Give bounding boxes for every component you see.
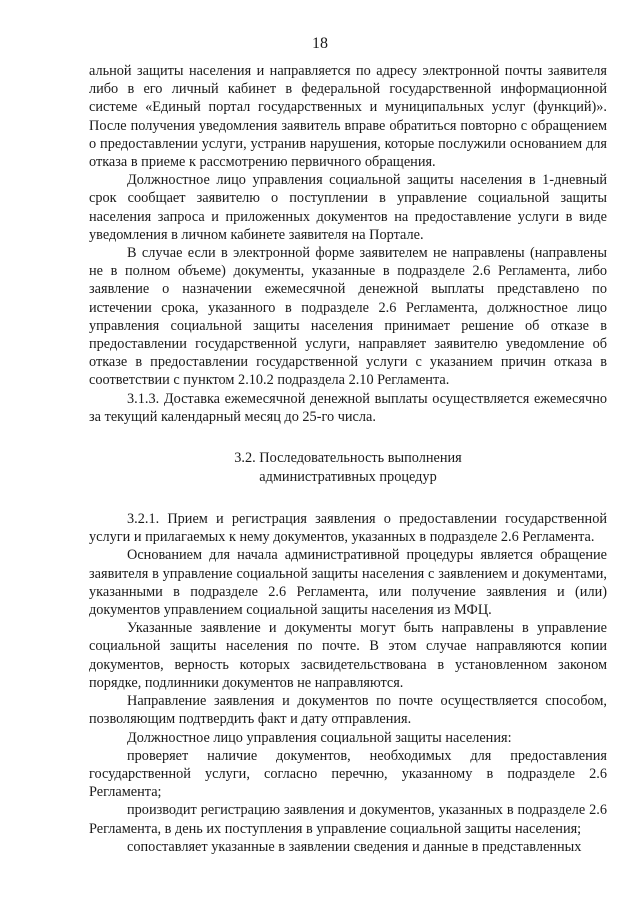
paragraph: В случае если в электронной форме заявителем не направлены (направлены не в полном объеме) документы, указанные в подразделе 2.6 Регламента, либо заявление о назначении ежемесячной денежной выплаты представлено по истечении срока, указанного в подразделе 2.6 Регламента, должностное лицо управления социальной защиты населения принимает решение об отказе в предоставлении государственной услуги, направляет заявителю уведомление об отказе в предоставлении государственной услуги с указанием причин отказа в соответствии с пунктом 2.10.2 подраздела 2.10 Регламента.	[89, 245, 607, 389]
paragraph: Должностное лицо управления социальной защиты населения в 1-дневный срок сообщает заявителю о поступлении в управление социальной защиты населения запроса и приложенных документов на предоставление услуги в виде уведомления в личном кабинете заявителя на Портале.	[89, 172, 607, 243]
paragraph: Указанные заявление и документы могут быть направлены в управление социальной защиты населения по почте. В этом случае направляются копии документов, верность которых засвидетельствована в установленном законом порядке, подлинники документов не направляются.	[89, 620, 607, 691]
paragraph: Должностное лицо управления социальной защиты населения:	[127, 729, 512, 746]
list-item: проверяет наличие документов, необходимых для предоставления государственной услуги, согласно перечню, указанному в подразделе 2.6 Регламента;	[89, 747, 607, 801]
section-heading	[89, 449, 607, 486]
paragraph: Направление заявления и документов по почте осуществляется способом, позволяющим подтвердить факт и дату отправления.	[89, 693, 607, 728]
list-item: сопоставляет указанные в заявлении сведения и данные в представленных	[127, 838, 582, 855]
page-number: 18	[312, 35, 328, 52]
paragraph-continuation: альной защиты населения и направляется по адресу электронной почты заявителя либо в его личный кабинет в федеральной государственной информационной системе «Единый портал государственных и муниципальных услуг (функций)». После получения уведомления заявитель вправе обратиться повторно с обращением о предоставлении услуги, устранив нарушения, которые послужили основанием для отказа в приеме к рассмотрению первичного обращения.	[89, 63, 607, 171]
section-heading-line: административных процедур	[259, 468, 437, 485]
list-item: производит регистрацию заявления и документов, указанных в подразделе 2.6 Регламента, в день их поступления в управление социальной защиты населения;	[89, 802, 607, 837]
paragraph: Основанием для начала административной процедуры является обращение заявителя в управление социальной защиты населения с заявлением и документами, указанными в подразделе 2.6 Регламента, или получение заявления и (или) документов управлением социальной защиты населения из МФЦ.	[89, 547, 607, 619]
paragraph: 3.2.1. Прием и регистрация заявления о предоставлении государственной услуги и прилагаемых к нему документов, указанных в подразделе 2.6 Регламента.	[89, 511, 607, 546]
paragraph: 3.1.3. Доставка ежемесячной денежной выплаты осуществляется ежемесячно за текущий календарный месяц до 25-го числа.	[89, 390, 607, 425]
document-body	[89, 62, 607, 856]
section-heading-line: 3.2. Последовательность выполнения	[234, 450, 462, 467]
